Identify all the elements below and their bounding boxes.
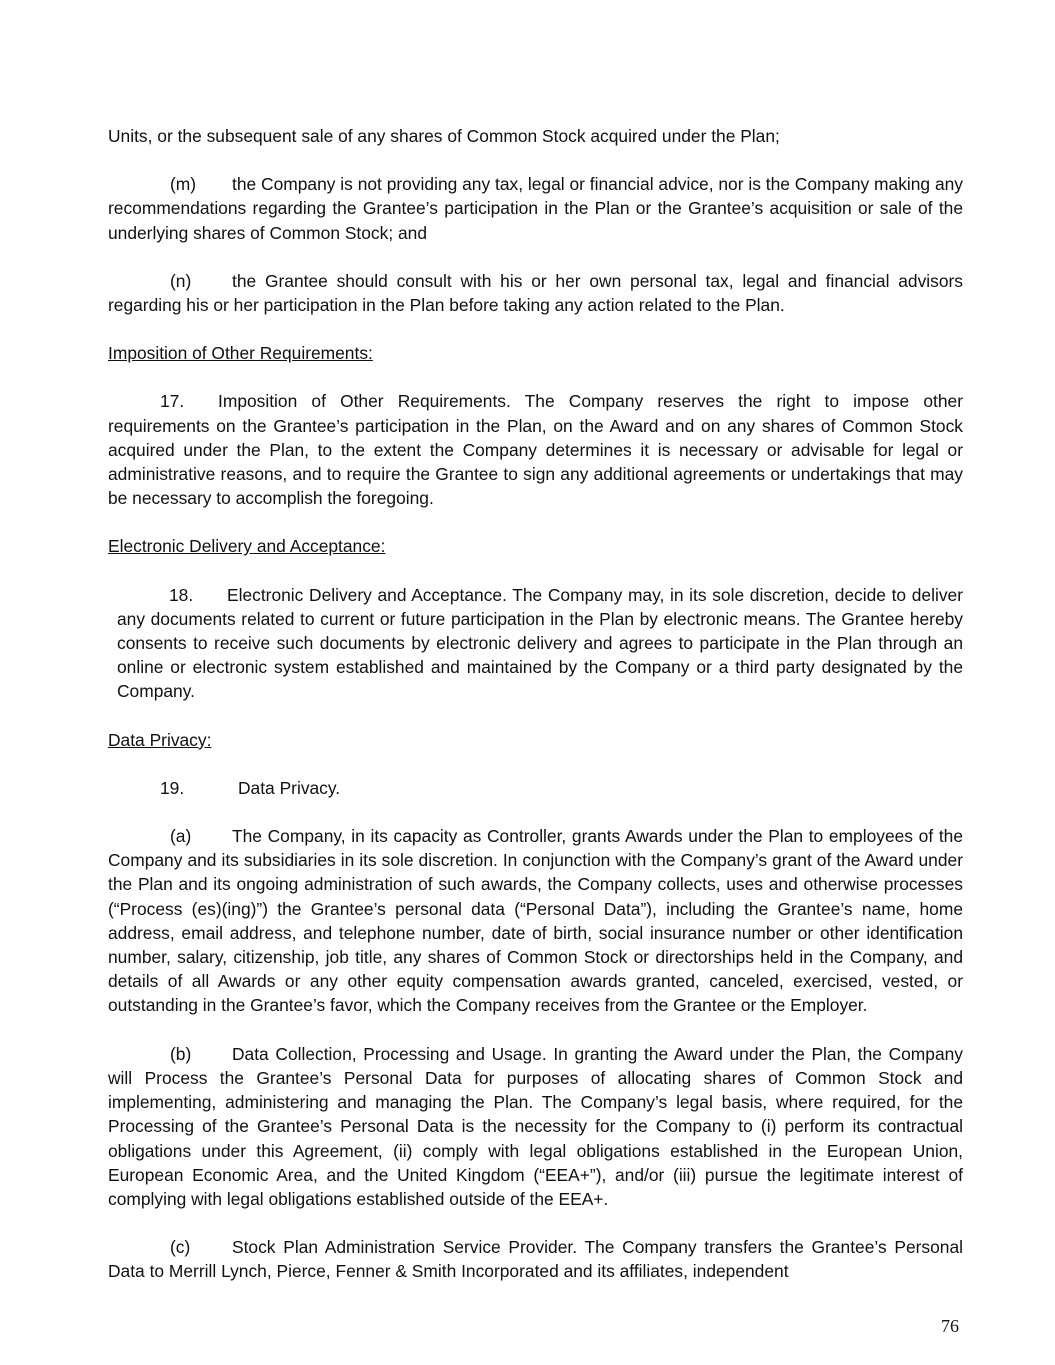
continuation-line: Units, or the subsequent sale of any shares of Common Stock acquired under the Plan; <box>108 126 780 146</box>
document-body <box>108 124 963 1308</box>
section-17-text: Imposition of Other Requirements. The Company reserves the right to impose other requirements on the Grantee’s participation in the Plan, on the Award and on any shares of Common Stock acquired under the Plan, to the extent the Company determines it is necessary or advisable for legal or administrative reasons, and to require the Grantee to sign any additional agreements or undertakings that may be necessary to accomplish the foregoing. <box>108 391 963 509</box>
section-19-number: 19. <box>160 777 185 798</box>
section-19 <box>108 776 963 800</box>
heading-imposition: Imposition of Other Requirements: <box>108 343 373 364</box>
page-number: 76 <box>941 1316 959 1336</box>
section-17 <box>108 389 963 510</box>
clause-b-text: Data Collection, Processing and Usage. In granting the Award under the Plan, the Company will Process the Grantee’s Personal Data for purposes of allocating shares of Common Stock and implementing, administering and managing the Plan. The Company’s legal basis, where required, for the Processing of the Grantee’s Personal Data is the necessity for the Company to (i) perform its contractual obligations under this Agreement, (ii) comply with legal obligations established in the European Union, European Economic Area, and the United Kingdom (“EEA+”), and/or (iii) pursue the legitimate interest of complying with legal obligations established outside of the EEA+. <box>108 1043 963 1209</box>
clause-a <box>108 824 963 1018</box>
section-19-text: Data Privacy. <box>238 777 341 798</box>
clause-a-marker: (a) <box>170 826 192 847</box>
section-17-number: 17. <box>160 391 185 412</box>
clause-m-text: the Company is not providing any tax, legal or financial advice, nor is the Company making any recommendations regarding the Grantee’s participation in the Plan or the Grantee’s acquisition or sale of the underlying shares of Common Stock; and <box>108 174 963 243</box>
clause-n-text: the Grantee should consult with his or her own personal tax, legal and financial advisors regarding his or her participation in the Plan before taking any action related to the Plan. <box>108 270 963 316</box>
section-18-text: Electronic Delivery and Acceptance. The Company may, in its sole discretion, decide to deliver any documents related to current or future participation in the Plan by electronic means. The Grantee hereby consents to receive such documents by electronic delivery and agrees to participate in the Plan through an online or electronic system established and maintained by the Company or a third party designated by the Company. <box>117 584 963 702</box>
clause-b-marker: (b) <box>170 1043 192 1064</box>
section-18-number: 18. <box>169 584 194 605</box>
heading-electronic: Electronic Delivery and Acceptance: <box>108 536 386 557</box>
clause-m <box>108 172 963 245</box>
clause-c-text: Stock Plan Administration Service Provider. The Company transfers the Grantee’s Personal Data to Merrill Lynch, Pierce, Fenner & Smith Incorporated and its affiliates, independent <box>108 1237 963 1282</box>
clause-c <box>108 1235 963 1283</box>
clause-b <box>108 1042 963 1211</box>
clause-c-marker: (c) <box>170 1237 191 1258</box>
heading-privacy: Data Privacy: <box>108 729 212 750</box>
clause-m-marker: (m) <box>170 174 197 195</box>
section-18 <box>108 583 963 704</box>
clause-n-marker: (n) <box>170 270 192 291</box>
clause-n <box>108 269 963 317</box>
clause-a-text: The Company, in its capacity as Controller, grants Awards under the Plan to employees of the Company and its subsidiaries in its sole discretion. In conjunction with the Company’s grant of the Award under the Plan and its ongoing administration of such awards, the Company collects, uses and otherwise processes (“Process (es)(ing)”) the Grantee’s personal data (“Personal Data”), including the Grantee’s name, home address, email address, and telephone number, date of birth, social insurance number or other identification number, salary, citizenship, job title, any shares of Common Stock or directorships held in the Company, and details of all Awards or any other equity compensation awards granted, canceled, exercised, vested, or outstanding in the Grantee’s favor, which the Company receives from the Grantee or the Employer. <box>108 826 963 1016</box>
